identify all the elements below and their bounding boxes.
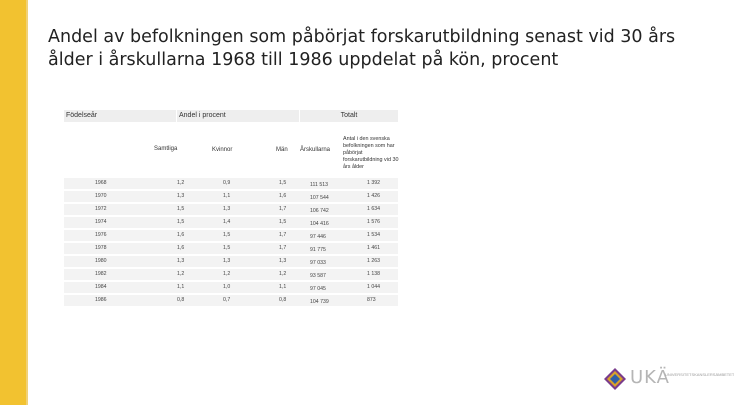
table-cell-men: 1,5 bbox=[279, 180, 287, 186]
table-cell-cohort: 97 033 bbox=[310, 260, 326, 266]
table-row bbox=[64, 243, 398, 254]
table-row bbox=[64, 178, 398, 189]
table-row bbox=[64, 204, 398, 215]
table-cell-all: 1,2 bbox=[177, 180, 185, 186]
table-cell-year: 1982 bbox=[95, 271, 107, 277]
table-cell-all: 1,3 bbox=[177, 258, 185, 264]
table-cell-women: 1,4 bbox=[223, 219, 231, 225]
table-cell-all: 1,6 bbox=[177, 232, 185, 238]
table-cell-cohort: 104 739 bbox=[310, 299, 329, 305]
sub-header-cohort: Årskullarna bbox=[300, 147, 331, 153]
header-share: Andel i procent bbox=[177, 110, 299, 122]
table-cell-count: 1 634 bbox=[367, 206, 380, 212]
table-cell-all: 1,6 bbox=[177, 245, 185, 251]
table-cell-women: 1,5 bbox=[223, 232, 231, 238]
table-cell-count: 1 461 bbox=[367, 245, 380, 251]
table-cell-year: 1970 bbox=[95, 193, 107, 199]
table-row bbox=[64, 191, 398, 202]
table-cell-men: 1,5 bbox=[279, 219, 287, 225]
table-cell-count: 1 576 bbox=[367, 219, 380, 225]
table-cell-cohort: 97 045 bbox=[310, 286, 326, 292]
table-cell-cohort: 93 587 bbox=[310, 273, 326, 279]
table-cell-men: 0,8 bbox=[279, 297, 287, 303]
table-cell-all: 1,3 bbox=[177, 193, 185, 199]
slide-title: Andel av befolkningen som påbörjat forskarutbildning senast vid 30 års ålder i årskullarna 1968 till 1986 uppdelat på kön, procent bbox=[48, 27, 676, 70]
table-cell-cohort: 107 544 bbox=[310, 195, 329, 201]
table-cell-year: 1976 bbox=[95, 232, 107, 238]
table-cell-men: 1,7 bbox=[279, 245, 287, 251]
table-cell-women: 1,5 bbox=[223, 245, 231, 251]
uka-logo-icon bbox=[604, 368, 626, 390]
table-row bbox=[64, 217, 398, 228]
table-cell-year: 1972 bbox=[95, 206, 107, 212]
header-birthyear: Födelseår bbox=[64, 110, 176, 122]
table-cell-women: 1,1 bbox=[223, 193, 231, 199]
table-cell-men: 1,6 bbox=[279, 193, 287, 199]
table-cell-men: 1,3 bbox=[279, 258, 287, 264]
table-cell-all: 1,1 bbox=[177, 284, 185, 290]
sub-header-women: Kvinnor bbox=[212, 147, 233, 153]
table-cell-year: 1986 bbox=[95, 297, 107, 303]
table-cell-women: 1,2 bbox=[223, 271, 231, 277]
table-cell-women: 1,0 bbox=[223, 284, 231, 290]
sub-header-count: Antal i den svenska befolkningen som har påbörjat forskarutbildning vid 30 års ålder bbox=[343, 136, 399, 170]
table-cell-women: 0,9 bbox=[223, 180, 231, 186]
table-cell-women: 0,7 bbox=[223, 297, 231, 303]
table-cell-count: 873 bbox=[367, 297, 376, 303]
table-cell-cohort: 106 742 bbox=[310, 208, 329, 214]
table-cell-cohort: 97 446 bbox=[310, 234, 326, 240]
table-cell-all: 1,5 bbox=[177, 206, 185, 212]
table-cell-count: 1 138 bbox=[367, 271, 380, 277]
table-cell-count: 1 044 bbox=[367, 284, 380, 290]
table-cell-women: 1,3 bbox=[223, 258, 231, 264]
header-total: Totalt bbox=[300, 110, 398, 122]
sub-header-all: Samtliga bbox=[154, 146, 178, 152]
table-cell-cohort: 104 416 bbox=[310, 221, 329, 227]
table-cell-year: 1978 bbox=[95, 245, 107, 251]
table-cell-cohort: 111 513 bbox=[310, 182, 328, 188]
table-cell-men: 1,7 bbox=[279, 232, 287, 238]
table-cell-count: 1 534 bbox=[367, 232, 380, 238]
table-cell-count: 1 263 bbox=[367, 258, 380, 264]
table-row bbox=[64, 295, 398, 306]
table-cell-year: 1980 bbox=[95, 258, 107, 264]
table-cell-women: 1,3 bbox=[223, 206, 231, 212]
uka-logo-subtitle: UNIVERSITETSKANSLERSÄMBETET bbox=[665, 372, 734, 377]
table-cell-all: 0,8 bbox=[177, 297, 185, 303]
table-row bbox=[64, 256, 398, 267]
table-row bbox=[64, 230, 398, 241]
table-cell-men: 1,2 bbox=[279, 271, 287, 277]
table-cell-all: 1,2 bbox=[177, 271, 185, 277]
uka-logo bbox=[604, 366, 734, 396]
table-cell-cohort: 91 775 bbox=[310, 247, 326, 253]
table-row bbox=[64, 282, 398, 293]
uka-logo-word: UKÄ bbox=[630, 367, 670, 388]
table-cell-count: 1 392 bbox=[367, 180, 380, 186]
table-cell-count: 1 426 bbox=[367, 193, 380, 199]
table-cell-year: 1968 bbox=[95, 180, 107, 186]
sub-header-men: Män bbox=[276, 147, 288, 153]
left-accent-line bbox=[26, 0, 28, 405]
table-cell-year: 1974 bbox=[95, 219, 107, 225]
table-cell-men: 1,7 bbox=[279, 206, 287, 212]
left-accent-bar bbox=[0, 0, 26, 405]
table-cell-year: 1984 bbox=[95, 284, 107, 290]
table-cell-men: 1,1 bbox=[279, 284, 287, 290]
table-cell-all: 1,5 bbox=[177, 219, 185, 225]
table-row bbox=[64, 269, 398, 280]
